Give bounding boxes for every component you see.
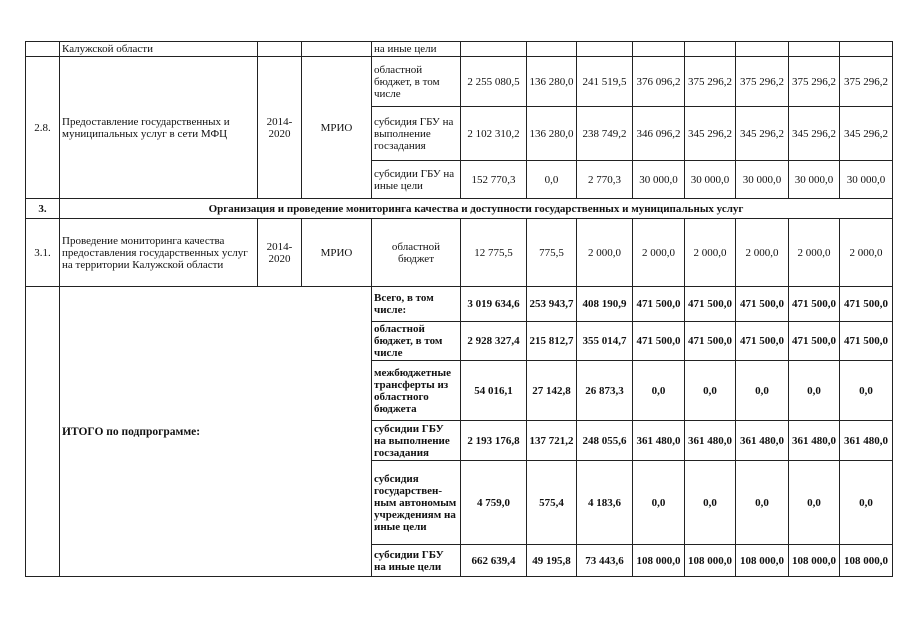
value-cell: 4 759,0 bbox=[461, 461, 527, 545]
funding-source: на иные цели bbox=[372, 42, 461, 57]
value-cell: 2 102 310,2 bbox=[461, 107, 527, 161]
value-cell: 471 500,0 bbox=[633, 322, 685, 361]
value-cell: 2 000,0 bbox=[577, 219, 633, 287]
value-cell: 376 096,2 bbox=[633, 57, 685, 107]
value-cell: 108 000,0 bbox=[736, 545, 789, 577]
value-cell: 662 639,4 bbox=[461, 545, 527, 577]
value-cell: 345 296,2 bbox=[789, 107, 840, 161]
value-cell: 0,0 bbox=[685, 461, 736, 545]
value-cell: 108 000,0 bbox=[685, 545, 736, 577]
value-cell: 471 500,0 bbox=[736, 322, 789, 361]
funding-source: Всего, в том числе: bbox=[372, 287, 461, 322]
value-cell: 2 000,0 bbox=[789, 219, 840, 287]
value-cell: 775,5 bbox=[527, 219, 577, 287]
period: 2014-2020 bbox=[258, 219, 302, 287]
value-cell: 253 943,7 bbox=[527, 287, 577, 322]
value-cell: 30 000,0 bbox=[685, 161, 736, 199]
value-cell: 2 000,0 bbox=[685, 219, 736, 287]
value-cell: 27 142,8 bbox=[527, 361, 577, 421]
funding-source: субсидии ГБУ на выполнение госзадания bbox=[372, 421, 461, 461]
value-cell: 2 000,0 bbox=[736, 219, 789, 287]
funding-source: областной бюджет, в том числе bbox=[372, 322, 461, 361]
funding-source: субсидия ГБУ на выполнение госзадания bbox=[372, 107, 461, 161]
value-cell: 2 000,0 bbox=[633, 219, 685, 287]
value-cell: 471 500,0 bbox=[840, 322, 893, 361]
value-cell: 471 500,0 bbox=[789, 322, 840, 361]
value-cell: 408 190,9 bbox=[577, 287, 633, 322]
value-cell: 136 280,0 bbox=[527, 107, 577, 161]
funding-source: субсидии ГБУ на иные цели bbox=[372, 161, 461, 199]
funding-source: межбюджетные трансферты из областного бюджета bbox=[372, 361, 461, 421]
value-cell: 26 873,3 bbox=[577, 361, 633, 421]
value-cell: 4 183,6 bbox=[577, 461, 633, 545]
value-cell: 2 000,0 bbox=[840, 219, 893, 287]
value-cell: 108 000,0 bbox=[633, 545, 685, 577]
total-row bbox=[26, 287, 893, 322]
section-number: 3. bbox=[26, 199, 60, 219]
value-cell: 238 749,2 bbox=[577, 107, 633, 161]
table-row bbox=[26, 42, 893, 57]
activity-name: Предоставление государственных и муниципальных услуг в сети МФЦ bbox=[60, 57, 258, 199]
value-cell: 0,0 bbox=[736, 361, 789, 421]
value-cell: 361 480,0 bbox=[736, 421, 789, 461]
value-cell: 215 812,7 bbox=[527, 322, 577, 361]
value-cell: 471 500,0 bbox=[789, 287, 840, 322]
section-row bbox=[26, 199, 893, 219]
value-cell: 361 480,0 bbox=[633, 421, 685, 461]
value-cell: 152 770,3 bbox=[461, 161, 527, 199]
funding-source: областной бюджет bbox=[372, 219, 461, 287]
value-cell: 471 500,0 bbox=[736, 287, 789, 322]
value-cell: 471 500,0 bbox=[685, 287, 736, 322]
value-cell: 30 000,0 bbox=[736, 161, 789, 199]
funding-source: областной бюджет, в том числе bbox=[372, 57, 461, 107]
value-cell: 0,0 bbox=[789, 461, 840, 545]
value-cell: 241 519,5 bbox=[577, 57, 633, 107]
row-number: 2.8. bbox=[26, 57, 60, 199]
value-cell: 248 055,6 bbox=[577, 421, 633, 461]
value-cell: 0,0 bbox=[527, 161, 577, 199]
value-cell: 345 296,2 bbox=[685, 107, 736, 161]
funding-source: субсидии ГБУ на иные цели bbox=[372, 545, 461, 577]
period: 2014-2020 bbox=[258, 57, 302, 199]
value-cell: 3 019 634,6 bbox=[461, 287, 527, 322]
section-title: Организация и проведение мониторинга качества и доступности государственных и муниципальных услуг bbox=[60, 199, 893, 219]
value-cell: 0,0 bbox=[685, 361, 736, 421]
value-cell: 30 000,0 bbox=[633, 161, 685, 199]
value-cell: 375 296,2 bbox=[840, 57, 893, 107]
value-cell: 0,0 bbox=[840, 461, 893, 545]
value-cell: 471 500,0 bbox=[840, 287, 893, 322]
row-number: 3.1. bbox=[26, 219, 60, 287]
value-cell: 361 480,0 bbox=[685, 421, 736, 461]
value-cell: 54 016,1 bbox=[461, 361, 527, 421]
value-cell: 575,4 bbox=[527, 461, 577, 545]
executor: МРИО bbox=[302, 219, 372, 287]
value-cell: 345 296,2 bbox=[736, 107, 789, 161]
value-cell: 136 280,0 bbox=[527, 57, 577, 107]
executor: МРИО bbox=[302, 57, 372, 199]
table-row bbox=[26, 57, 893, 107]
program-name: Калужской области bbox=[60, 42, 258, 57]
value-cell: 375 296,2 bbox=[789, 57, 840, 107]
value-cell: 361 480,0 bbox=[840, 421, 893, 461]
value-cell: 0,0 bbox=[789, 361, 840, 421]
value-cell: 345 296,2 bbox=[840, 107, 893, 161]
value-cell: 375 296,2 bbox=[685, 57, 736, 107]
value-cell: 355 014,7 bbox=[577, 322, 633, 361]
activity-name: Проведение мониторинга качества предоставления государственных услуг на территории Калужской области bbox=[60, 219, 258, 287]
value-cell: 2 770,3 bbox=[577, 161, 633, 199]
value-cell: 0,0 bbox=[736, 461, 789, 545]
value-cell: 0,0 bbox=[633, 461, 685, 545]
value-cell: 0,0 bbox=[840, 361, 893, 421]
value-cell: 471 500,0 bbox=[633, 287, 685, 322]
value-cell: 73 443,6 bbox=[577, 545, 633, 577]
value-cell: 471 500,0 bbox=[685, 322, 736, 361]
value-cell: 12 775,5 bbox=[461, 219, 527, 287]
value-cell: 49 195,8 bbox=[527, 545, 577, 577]
value-cell: 108 000,0 bbox=[840, 545, 893, 577]
value-cell: 137 721,2 bbox=[527, 421, 577, 461]
funding-source: субсидия государствен-ным автономым учреждениям на иные цели bbox=[372, 461, 461, 545]
value-cell: 30 000,0 bbox=[840, 161, 893, 199]
value-cell: 2 193 176,8 bbox=[461, 421, 527, 461]
value-cell: 2 255 080,5 bbox=[461, 57, 527, 107]
value-cell: 361 480,0 bbox=[789, 421, 840, 461]
table-row bbox=[26, 219, 893, 287]
value-cell: 108 000,0 bbox=[789, 545, 840, 577]
value-cell: 375 296,2 bbox=[736, 57, 789, 107]
value-cell: 30 000,0 bbox=[789, 161, 840, 199]
total-label: ИТОГО по подпрограмме: bbox=[60, 287, 372, 577]
value-cell: 346 096,2 bbox=[633, 107, 685, 161]
value-cell: 2 928 327,4 bbox=[461, 322, 527, 361]
value-cell: 0,0 bbox=[633, 361, 685, 421]
budget-table bbox=[25, 41, 893, 577]
